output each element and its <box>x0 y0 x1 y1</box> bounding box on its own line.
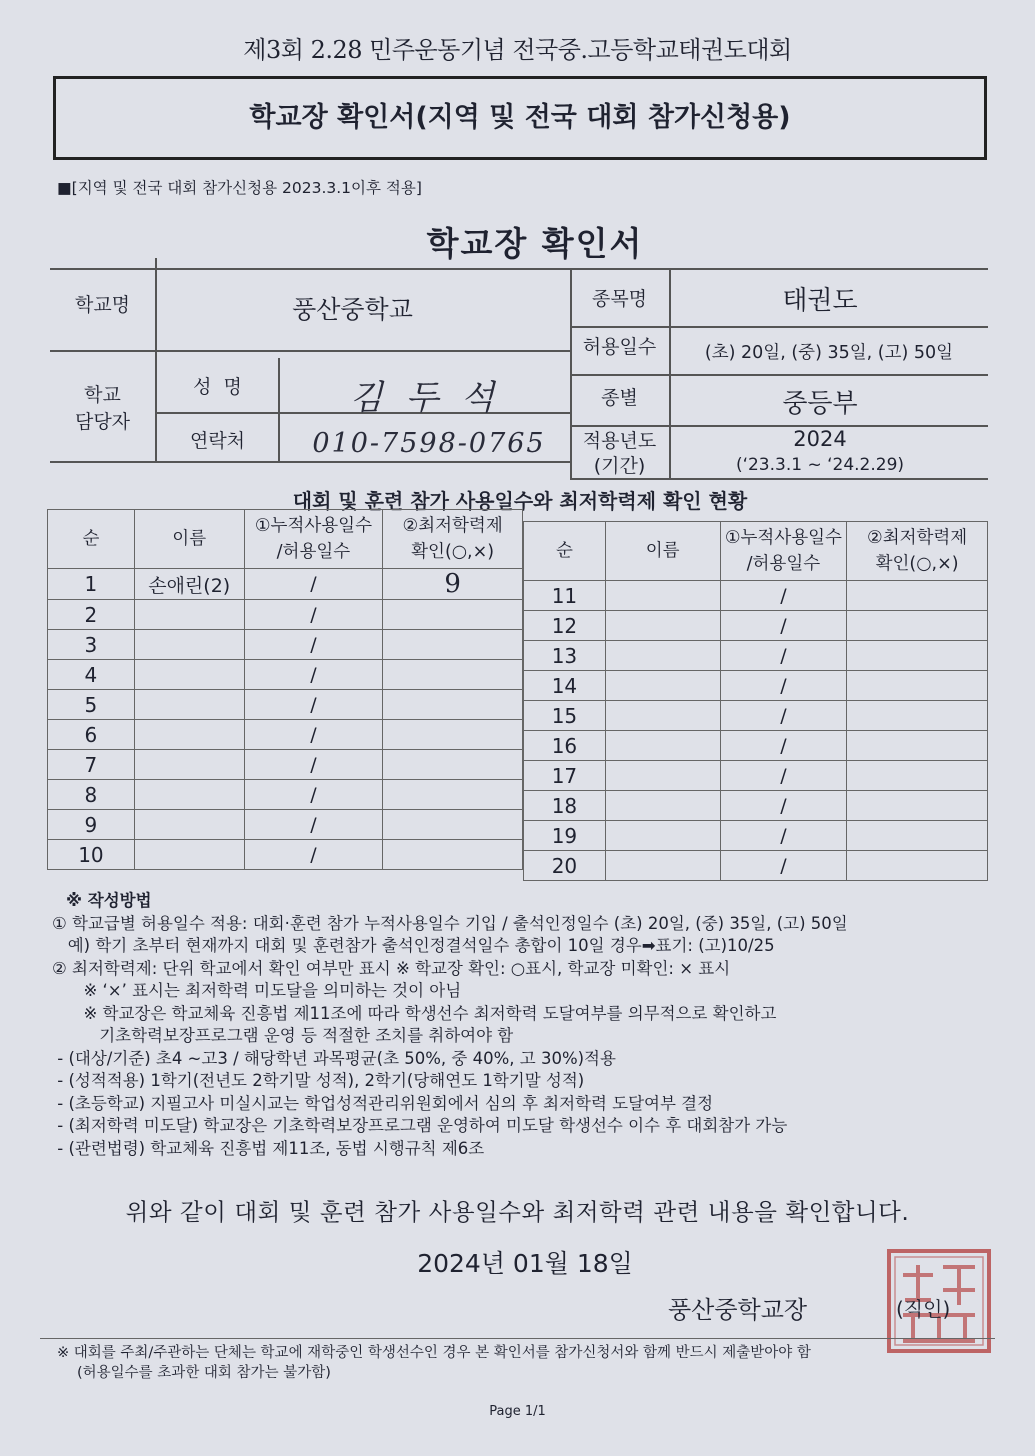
academic-check-cell <box>383 840 523 870</box>
divider <box>570 478 988 480</box>
table-row <box>48 840 523 870</box>
academic-check-cell <box>847 851 988 881</box>
footer-note-line: (허용일수를 초과한 대회 참가는 불가함) <box>77 1365 331 1381</box>
contact-value: 010-7598-0765 <box>312 428 546 459</box>
divider <box>40 1338 995 1339</box>
cumulative-days-cell: / <box>244 840 383 870</box>
academic-check-cell <box>383 630 523 660</box>
notice-text: ■[지역 및 전국 대회 참가신청용 2023.3.1이후 적용] <box>57 179 422 197</box>
cumulative-days-cell: / <box>244 660 383 690</box>
student-name-cell <box>134 630 244 660</box>
signatory: 풍산중학교장 <box>668 1296 808 1324</box>
student-name-cell <box>605 641 720 671</box>
footer-note <box>57 1343 811 1383</box>
row-number-cell: 14 <box>524 671 606 701</box>
academic-check-cell <box>847 641 988 671</box>
student-name-cell: 손애린(2) <box>134 569 244 600</box>
table-row <box>524 581 988 611</box>
col-days-header <box>720 522 847 581</box>
table-row <box>48 810 523 840</box>
divider <box>669 268 671 478</box>
row-number-cell: 4 <box>48 660 135 690</box>
row-number-cell: 7 <box>48 750 135 780</box>
col-academic-header <box>847 522 988 581</box>
main-title: 학교장 확인서 <box>426 224 644 263</box>
row-number-cell: 15 <box>524 701 606 731</box>
note-line: - (성적적용) 1학기(전년도 2학기말 성적), 2학기(당해연도 1학기말 성적) <box>52 1071 585 1090</box>
academic-check-cell <box>383 600 523 630</box>
col-days-header-1: ①누적사용일수 <box>254 516 372 536</box>
note-line: ※ ‘×’ 표시는 최저학력 미도달을 의미하는 것이 아님 <box>52 981 462 1000</box>
row-number-cell: 1 <box>48 569 135 600</box>
student-name-cell <box>605 731 720 761</box>
confirmation-statement: 위와 같이 대회 및 훈련 참가 사용일수와 최저학력 관련 내용을 확인합니다. <box>125 1198 910 1226</box>
cumulative-days-cell: / <box>244 630 383 660</box>
manager-label-2: 담당자 <box>74 411 131 433</box>
school-name-label: 학교명 <box>74 294 131 316</box>
student-name-cell <box>134 720 244 750</box>
cumulative-days-cell: / <box>244 810 383 840</box>
division-value: 중등부 <box>782 389 858 419</box>
table-row <box>48 600 523 630</box>
table-row <box>48 690 523 720</box>
note-line: - (대상/기준) 초4 ~고3 / 해당학년 과목평균(초 50%, 중 40%, 고 30%)적용 <box>52 1048 616 1068</box>
table-title: 대회 및 훈련 참가 사용일수와 최저학력제 확인 현황 <box>292 489 748 513</box>
document-header: 제3회 2.28 민주운동기념 전국중.고등학교태권도대회 <box>243 36 792 64</box>
table-row <box>524 731 988 761</box>
cumulative-days-cell: / <box>720 851 847 881</box>
student-name-cell <box>605 611 720 641</box>
table-row <box>48 780 523 810</box>
student-name-cell <box>134 810 244 840</box>
student-name-cell <box>134 780 244 810</box>
student-name-cell <box>134 660 244 690</box>
note-line: - (초등학교) 지필고사 미실시교는 학업성적관리위원회에서 심의 후 최저학력 도달여부 결정 <box>52 1093 714 1113</box>
event-label: 종목명 <box>591 288 648 310</box>
divider <box>50 268 988 270</box>
cumulative-days-cell: / <box>244 569 383 600</box>
table-row <box>48 720 523 750</box>
col-academic-header-2: 확인(○,×) <box>875 554 959 574</box>
cumulative-days-cell: / <box>720 701 847 731</box>
cumulative-days-cell: / <box>244 780 383 810</box>
note-line: ※ 학교장은 학교체육 진흥법 제11조에 따라 학생선수 최저학력 도달여부를 의무적으로 확인하고 <box>52 1003 777 1023</box>
academic-check-cell <box>847 821 988 851</box>
divider <box>50 350 570 352</box>
cumulative-days-cell: / <box>720 671 847 701</box>
student-name-cell <box>134 690 244 720</box>
row-number-cell: 2 <box>48 600 135 630</box>
school-name-value: 풍산중학교 <box>292 295 413 324</box>
divider <box>155 258 157 462</box>
academic-check-cell: 9 <box>383 569 523 600</box>
table-row <box>524 761 988 791</box>
academic-check-cell <box>383 720 523 750</box>
academic-check-cell <box>847 671 988 701</box>
allowed-days-label: 허용일수 <box>582 336 657 358</box>
page-number: Page 1/1 <box>489 1404 546 1419</box>
col-no-header: 순 <box>524 522 606 581</box>
row-number-cell: 3 <box>48 630 135 660</box>
cumulative-days-cell: / <box>720 791 847 821</box>
table-row <box>524 791 988 821</box>
col-days-header-2: /허용일수 <box>276 542 351 562</box>
academic-check-cell <box>383 780 523 810</box>
row-number-cell: 6 <box>48 720 135 750</box>
student-name-cell <box>605 791 720 821</box>
note-line: - (최저학력 미도달) 학교장은 기초학력보장프로그램 운영하여 미도달 학생선수 이수 후 대회참가 가능 <box>52 1116 788 1135</box>
row-number-cell: 18 <box>524 791 606 821</box>
col-academic-header-1: ②최저학력제 <box>402 516 503 536</box>
row-number-cell: 17 <box>524 761 606 791</box>
academic-check-cell <box>847 731 988 761</box>
student-name-cell <box>605 851 720 881</box>
student-name-cell <box>605 671 720 701</box>
col-days-header <box>244 510 383 569</box>
academic-check-cell <box>383 660 523 690</box>
student-name-cell <box>605 701 720 731</box>
division-label: 종별 <box>601 387 638 409</box>
manager-name-value: 김 두 석 <box>349 378 501 418</box>
table-row <box>524 611 988 641</box>
row-number-cell: 8 <box>48 780 135 810</box>
table-row <box>48 750 523 780</box>
academic-check-cell <box>847 701 988 731</box>
student-name-cell <box>605 581 720 611</box>
form-title-box: 학교장 확인서(지역 및 전국 대회 참가신청용) <box>53 76 987 160</box>
table-row <box>524 701 988 731</box>
academic-check-cell <box>847 611 988 641</box>
row-number-cell: 13 <box>524 641 606 671</box>
table-row <box>524 641 988 671</box>
col-no-header: 순 <box>48 510 135 569</box>
cumulative-days-cell: / <box>720 761 847 791</box>
row-number-cell: 20 <box>524 851 606 881</box>
row-number-cell: 10 <box>48 840 135 870</box>
academic-check-cell <box>847 581 988 611</box>
academic-check-cell <box>847 761 988 791</box>
table-row <box>524 671 988 701</box>
notes-heading: ※ 작성방법 <box>66 891 152 910</box>
col-academic-header <box>383 510 523 569</box>
col-name-header: 이름 <box>605 522 720 581</box>
academic-check-cell <box>383 690 523 720</box>
note-line: 예) 학기 초부터 현재까지 대회 및 훈련참가 출석인정결석일수 총합이 10일 경우➡표기: (고)10/25 <box>52 936 775 955</box>
cumulative-days-cell: / <box>720 821 847 851</box>
name-label: 성 명 <box>193 376 242 398</box>
year-label-1: 적용년도 <box>582 430 657 452</box>
writing-instructions <box>52 890 848 1160</box>
student-name-cell <box>134 600 244 630</box>
col-days-header-2: /허용일수 <box>746 554 821 574</box>
academic-check-cell <box>383 810 523 840</box>
student-name-cell <box>134 750 244 780</box>
cumulative-days-cell: / <box>720 581 847 611</box>
contact-label: 연락처 <box>189 430 246 452</box>
row-number-cell: 11 <box>524 581 606 611</box>
cumulative-days-cell: / <box>244 690 383 720</box>
col-academic-header-2: 확인(○,×) <box>411 542 495 562</box>
note-line: ② 최저학력제: 단위 학교에서 확인 여부만 표시 ※ 학교장 확인: ○표시, 학교장 미확인: × 표시 <box>52 958 731 978</box>
student-name-cell <box>605 761 720 791</box>
allowed-days-value: (초) 20일, (중) 35일, (고) 50일 <box>704 343 954 363</box>
table-row <box>48 630 523 660</box>
cumulative-days-cell: / <box>244 750 383 780</box>
row-number-cell: 9 <box>48 810 135 840</box>
cumulative-days-cell: / <box>244 720 383 750</box>
cumulative-days-cell: / <box>720 641 847 671</box>
footer-note-line: ※ 대회를 주최/주관하는 단체는 학교에 재학중인 학생선수인 경우 본 확인서를 참가신청서와 함께 반드시 제출받아야 함 <box>57 1345 811 1361</box>
col-name-header: 이름 <box>134 510 244 569</box>
row-number-cell: 12 <box>524 611 606 641</box>
seal-label: (직인) <box>896 1297 951 1321</box>
table-row <box>48 660 523 690</box>
participation-table-right <box>523 521 988 881</box>
divider <box>50 461 570 463</box>
note-line: ① 학교급별 허용일수 적용: 대회·훈련 참가 누적사용일수 기입 / 출석인정일수 (초) 20일, (중) 35일, (고) 50일 <box>52 913 848 933</box>
year-value: 2024 <box>793 427 847 451</box>
divider <box>278 358 280 462</box>
table-header-row <box>524 522 988 581</box>
academic-check-cell <box>847 791 988 821</box>
cumulative-days-cell: / <box>720 731 847 761</box>
cumulative-days-cell: / <box>720 611 847 641</box>
cumulative-days-cell: / <box>244 600 383 630</box>
table-row <box>524 851 988 881</box>
row-number-cell: 16 <box>524 731 606 761</box>
year-label-2: (기간) <box>593 455 646 477</box>
table-header-row <box>48 510 523 569</box>
manager-label-1: 학교 <box>84 384 121 406</box>
table-row <box>48 569 523 600</box>
col-days-header-1: ①누적사용일수 <box>724 528 842 548</box>
table-row <box>524 821 988 851</box>
issue-date: 2024년 01월 18일 <box>417 1249 633 1278</box>
student-name-cell <box>134 840 244 870</box>
event-value: 태권도 <box>782 286 858 316</box>
student-name-cell <box>605 821 720 851</box>
row-number-cell: 5 <box>48 690 135 720</box>
col-academic-header-1: ②최저학력제 <box>867 528 968 548</box>
participation-table-left <box>47 509 523 870</box>
period-value: (‘23.3.1 ~ ‘24.2.29) <box>735 455 905 475</box>
divider <box>570 326 988 328</box>
divider <box>570 374 988 376</box>
note-line: 기초학력보장프로그램 운영 등 적절한 조치를 취하여야 함 <box>52 1026 514 1045</box>
note-line: - (관련법령) 학교체육 진흥법 제11조, 동법 시행규칙 제6조 <box>52 1138 485 1158</box>
academic-check-cell <box>383 750 523 780</box>
row-number-cell: 19 <box>524 821 606 851</box>
